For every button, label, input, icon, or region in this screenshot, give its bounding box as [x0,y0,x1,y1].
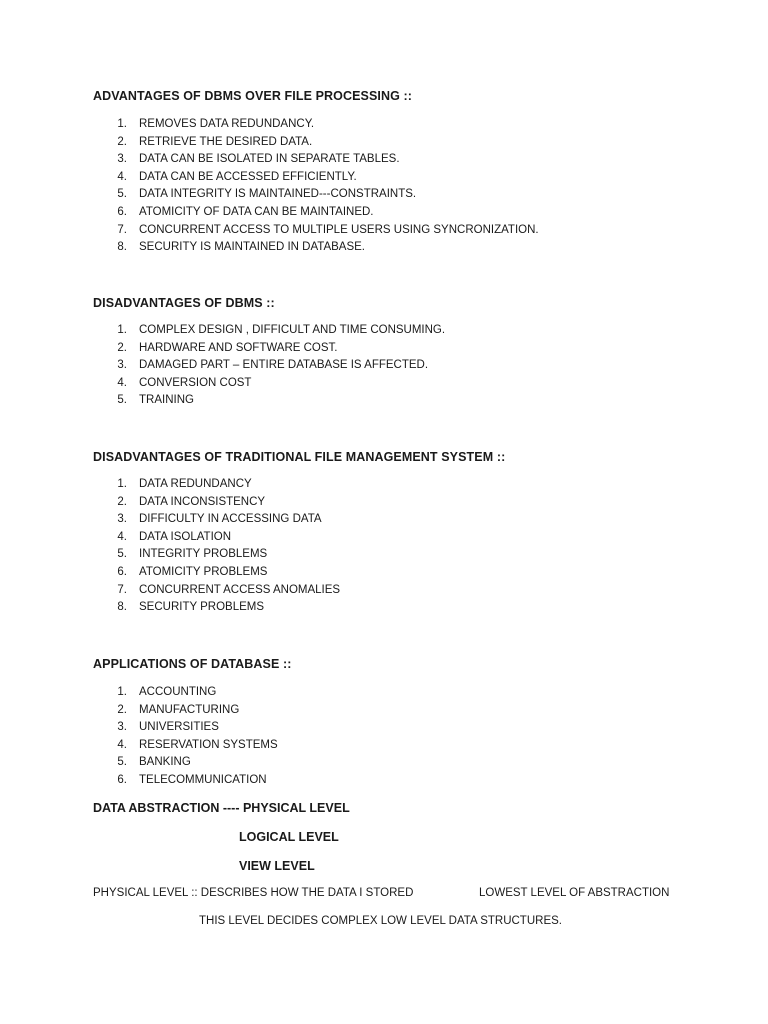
item-number: 1. [117,324,127,336]
list-item [93,582,340,600]
item-text: DATA CAN BE ISOLATED IN SEPARATE TABLES. [139,153,400,166]
item-text: DIFFICULTY IN ACCESSING DATA [139,513,322,526]
item-number: 2. [117,135,127,148]
item-text: HARDWARE AND SOFTWARE COST. [139,341,338,354]
item-number: 1. [117,118,127,130]
disadvantages-dbms-list [93,322,445,410]
item-number: 5. [117,394,127,407]
item-text: COMPLEX DESIGN , DIFFICULT AND TIME CONSUMING. [139,324,446,336]
list-item [93,204,539,222]
item-text: CONCURRENT ACCESS ANOMALIES [139,583,341,596]
section-heading-disadvantages-dbms: DISADVANTAGES OF DBMS :: [93,296,275,310]
item-number: 7. [117,583,127,596]
list-item [93,340,445,358]
item-text: ATOMICITY PROBLEMS [139,565,268,578]
item-text: DATA INCONSISTENCY [139,495,266,508]
item-number: 2. [117,341,127,354]
list-item [93,392,445,410]
item-text: DATA INTEGRITY IS MAINTAINED---CONSTRAINTS. [139,188,417,201]
item-text: SECURITY PROBLEMS [139,601,265,614]
list-item [93,222,539,240]
list-item [93,737,278,755]
item-number: 4. [117,376,127,389]
item-number: 6. [117,205,127,218]
advantages-list [93,116,539,257]
item-text: CONCURRENT ACCESS TO MULTIPLE USERS USING SYNCRONIZATION. [139,223,539,236]
list-item [93,702,278,720]
item-number: 8. [117,601,127,614]
list-item [93,719,278,737]
item-text: RESERVATION SYSTEMS [139,738,278,751]
item-text: DATA CAN BE ACCESSED EFFICIENTLY. [139,170,357,183]
item-number: 6. [117,565,127,578]
lowest-level-note: LOWEST LEVEL OF ABSTRACTION [479,887,670,899]
item-number: 6. [117,773,127,786]
item-number: 1. [117,478,127,490]
item-text: MANUFACTURING [139,703,240,716]
item-text: TRAINING [139,394,194,407]
item-number: 4. [117,530,127,543]
item-number: 7. [117,223,127,236]
item-number: 5. [117,548,127,561]
item-text: CONVERSION COST [139,376,252,389]
data-abstraction-line: DATA ABSTRACTION ---- PHYSICAL LEVEL [93,801,350,815]
item-number: 5. [117,756,127,769]
item-text: DAMAGED PART – ENTIRE DATABASE IS AFFECTED. [139,359,429,372]
item-text: DATA REDUNDANCY [139,478,252,490]
item-text: ACCOUNTING [139,686,217,698]
list-item [93,546,340,564]
list-item [93,134,539,152]
logical-level-line: LOGICAL LEVEL [239,830,339,844]
item-number: 3. [117,359,127,372]
list-item [93,186,539,204]
item-number: 3. [117,721,127,734]
disadvantages-file-system-list [93,476,340,617]
item-number: 4. [117,170,127,183]
item-number: 8. [117,241,127,254]
item-text: UNIVERSITIES [139,721,219,734]
applications-list [93,684,278,790]
list-item [93,169,539,187]
physical-level-description: PHYSICAL LEVEL :: DESCRIBES HOW THE DATA I STORED [93,887,414,899]
section-heading-disadvantages-file-system: DISADVANTAGES OF TRADITIONAL FILE MANAGEMENT SYSTEM :: [93,450,506,464]
list-item [93,511,340,529]
item-number: 4. [117,738,127,751]
item-number: 1. [117,686,127,698]
physical-level-detail: THIS LEVEL DECIDES COMPLEX LOW LEVEL DATA STRUCTURES. [199,915,562,927]
list-item [93,494,340,512]
list-item [93,357,445,375]
list-item [93,116,539,134]
item-text: ATOMICITY OF DATA CAN BE MAINTAINED. [139,205,374,218]
list-item [93,239,539,257]
list-item [93,772,278,790]
item-text: REMOVES DATA REDUNDANCY. [139,118,315,130]
list-item [93,322,445,340]
section-heading-advantages: ADVANTAGES OF DBMS OVER FILE PROCESSING :: [93,89,413,103]
list-item [93,599,340,617]
item-number: 5. [117,188,127,201]
item-number: 3. [117,513,127,526]
list-item [93,529,340,547]
list-item [93,375,445,393]
item-text: BANKING [139,756,191,769]
item-text: DATA ISOLATION [139,530,232,543]
item-text: TELECOMMUNICATION [139,773,267,786]
list-item [93,754,278,772]
list-item [93,684,278,702]
item-number: 3. [117,153,127,166]
item-number: 2. [117,703,127,716]
list-item [93,564,340,582]
item-text: SECURITY IS MAINTAINED IN DATABASE. [139,241,365,254]
list-item [93,476,340,494]
view-level-line: VIEW LEVEL [239,859,315,873]
item-text: INTEGRITY PROBLEMS [139,548,268,561]
section-heading-applications: APPLICATIONS OF DATABASE :: [93,657,292,671]
item-number: 2. [117,495,127,508]
item-text: RETRIEVE THE DESIRED DATA. [139,135,313,148]
list-item [93,151,539,169]
